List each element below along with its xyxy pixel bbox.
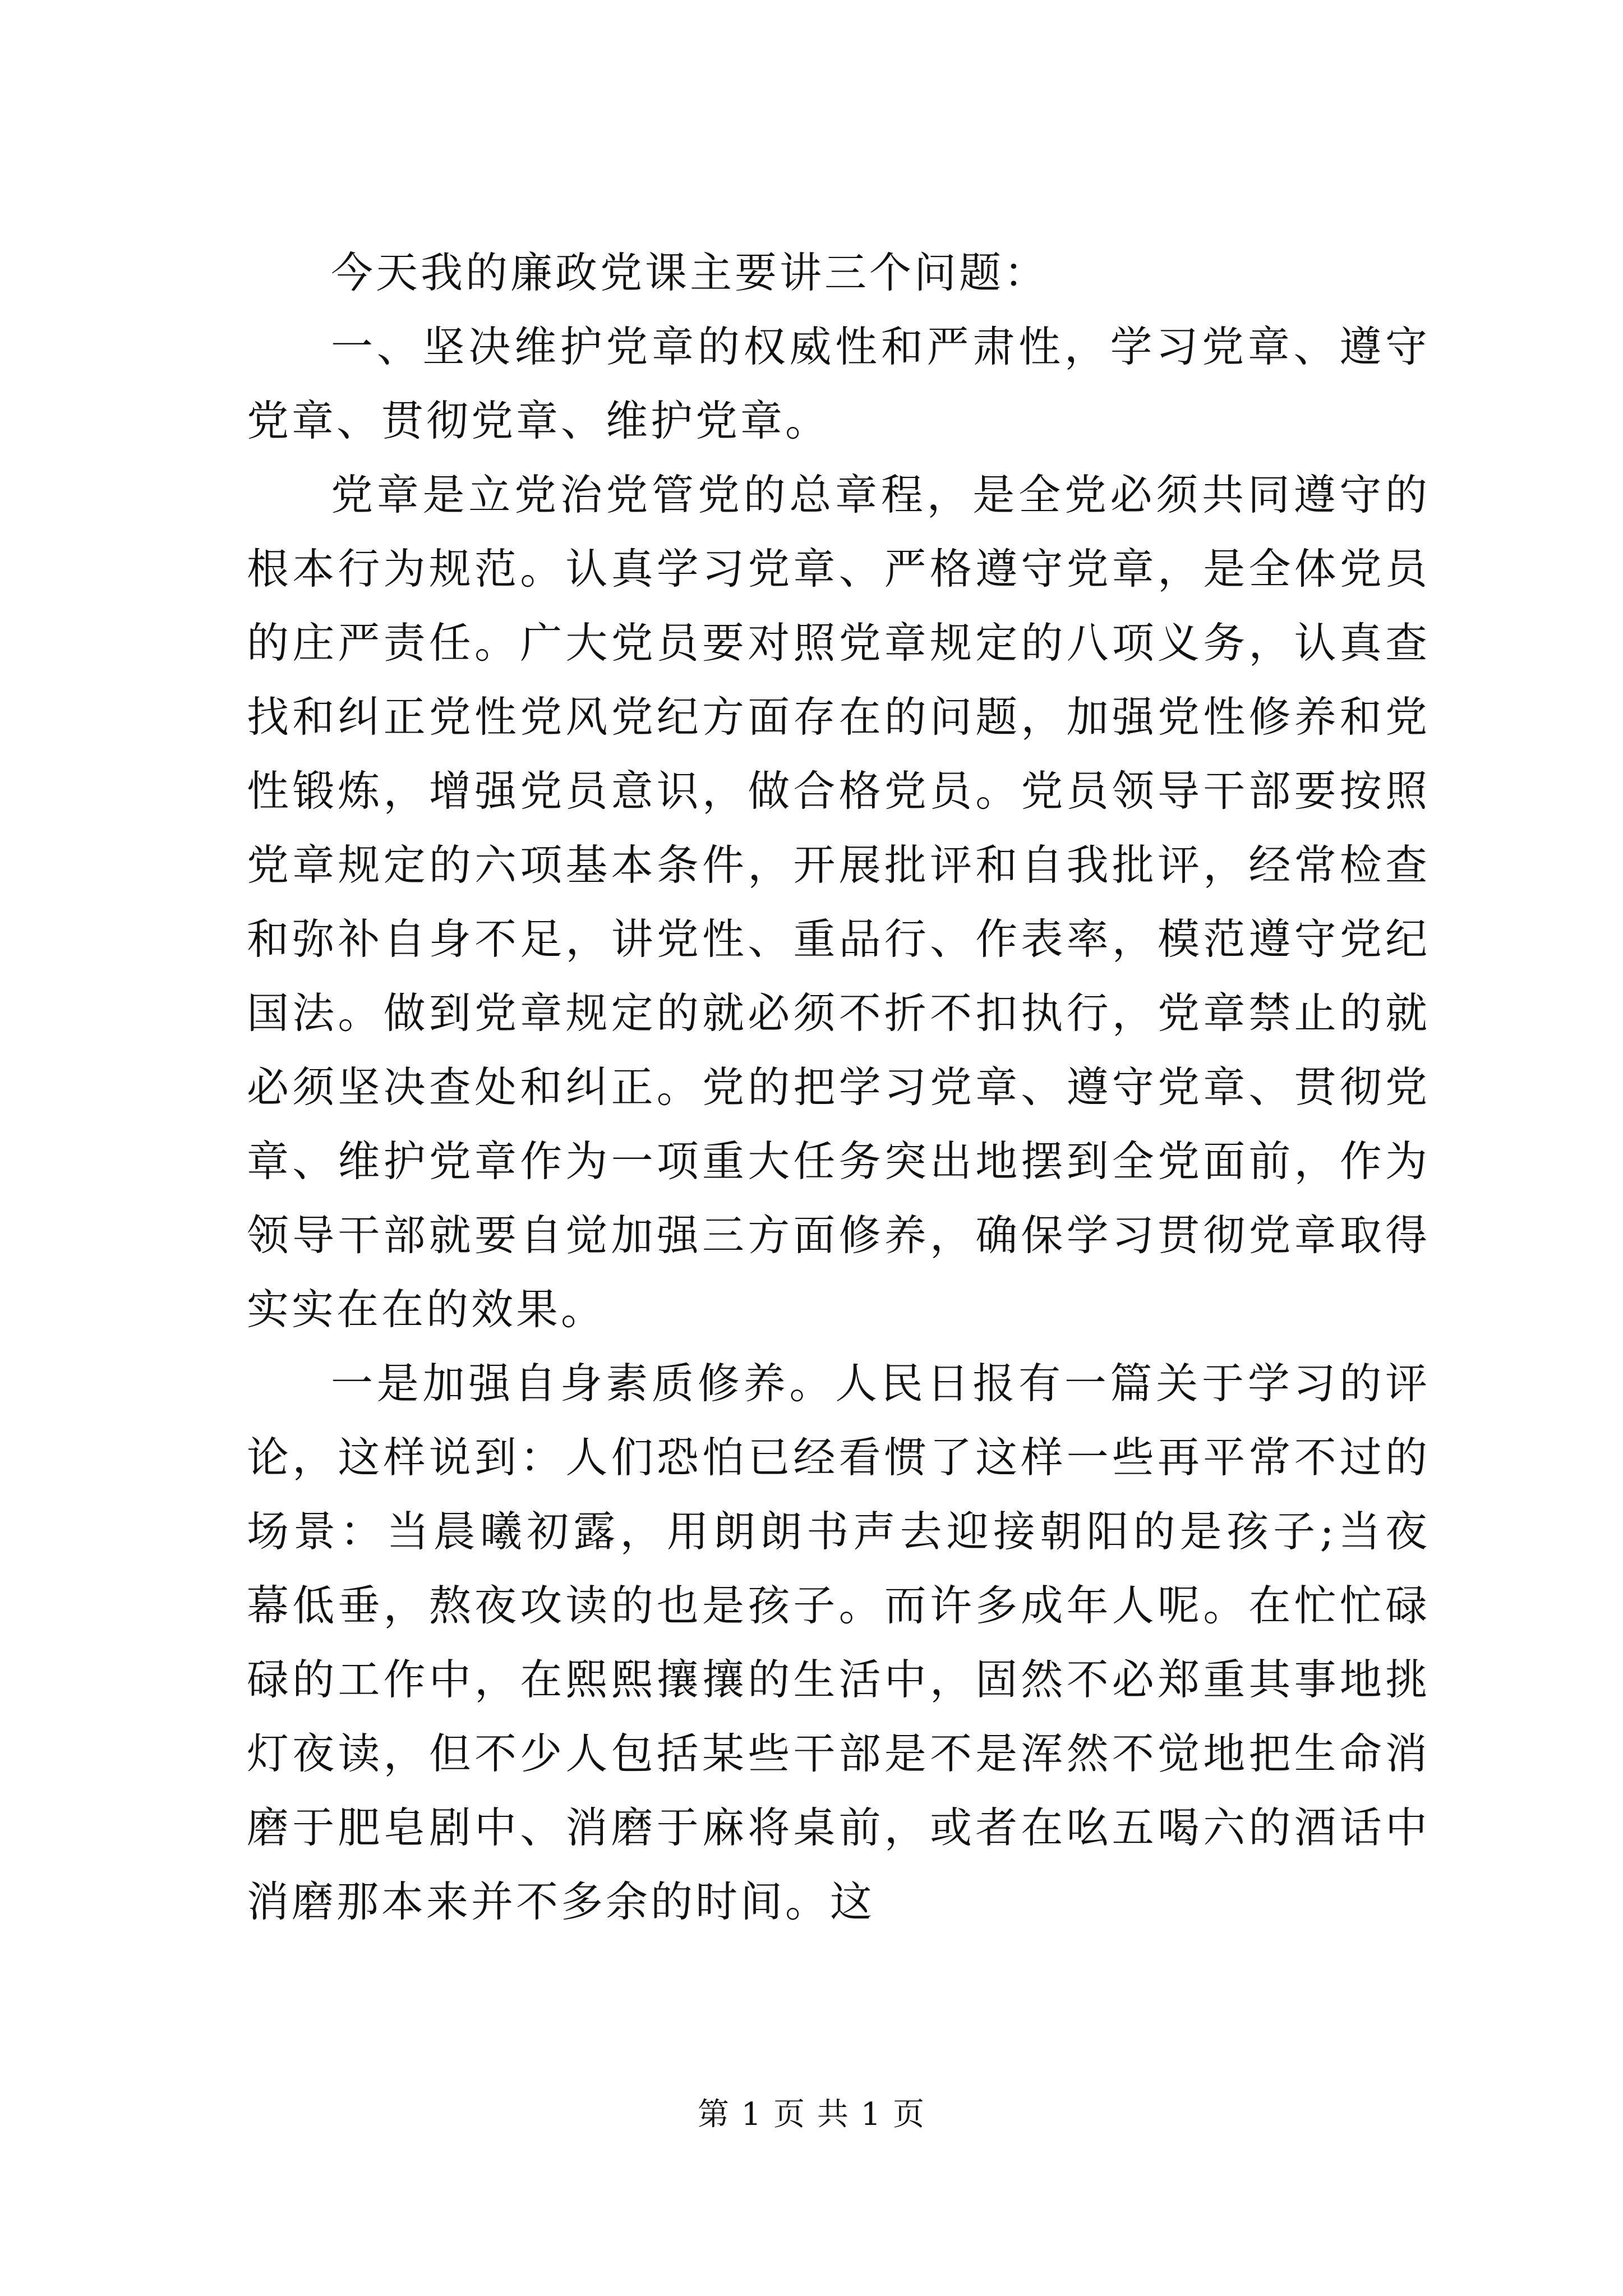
paragraph-party-constitution: 党章是立党治党管党的总章程，是全党必须共同遵守的根本行为规范。认真学习党章、严格遵守党章，是全体党员的庄严责任。广大党员要对照党章规定的八项义务，认真查找和纠正党性党风党纪方面存在的问题，加强党性修养和党性锻炼，增强党员意识，做合格党员。党员领导干部要按照党章规定的六项基本条件，开展批评和自我批评，经常检查和弥补自身不足，讲党性、重品行、作表率，模范遵守党纪国法。做到党章规定的就必须不折不扣执行，党章禁止的就必须坚决查处和纠正。党的把学习党章、遵守党章、贯彻党章、维护党章作为一项重大任务突出地摆到全党面前，作为领导干部就要自觉加强三方面修养，确保学习贯彻党章取得实实在在的效果。	[247, 470, 1430, 1334]
paragraph-intro: 今天我的廉政党课主要讲三个问题：	[331, 248, 1049, 297]
page-footer: 第 1 页 共 1 页	[697, 2096, 926, 2133]
paragraph-self-cultivation: 一是加强自身素质修养。人民日报有一篇关于学习的评论，这样说到：人们恐怕已经看惯了这样一些再平常不过的场景：当晨曦初露，用朗朗书声去迎接朝阳的是孩子;当夜幕低垂，熬夜攻读的也是孩子。而许多成年人呢。在忙忙碌碌的工作中，在熙熙攘攘的生活中，固然不必郑重其事地挑灯夜读，但不少人包括某些干部是不是浑然不觉地把生命消磨于肥皂剧中、消磨于麻将桌前，或者在吆五喝六的酒话中消磨那本来并不多余的时间。这	[247, 1359, 1430, 1926]
document-body	[247, 236, 1430, 1939]
paragraph-heading-one: 一、坚决维护党章的权威性和严肃性，学习党章、遵守党章、贯彻党章、维护党章。	[247, 322, 1430, 445]
